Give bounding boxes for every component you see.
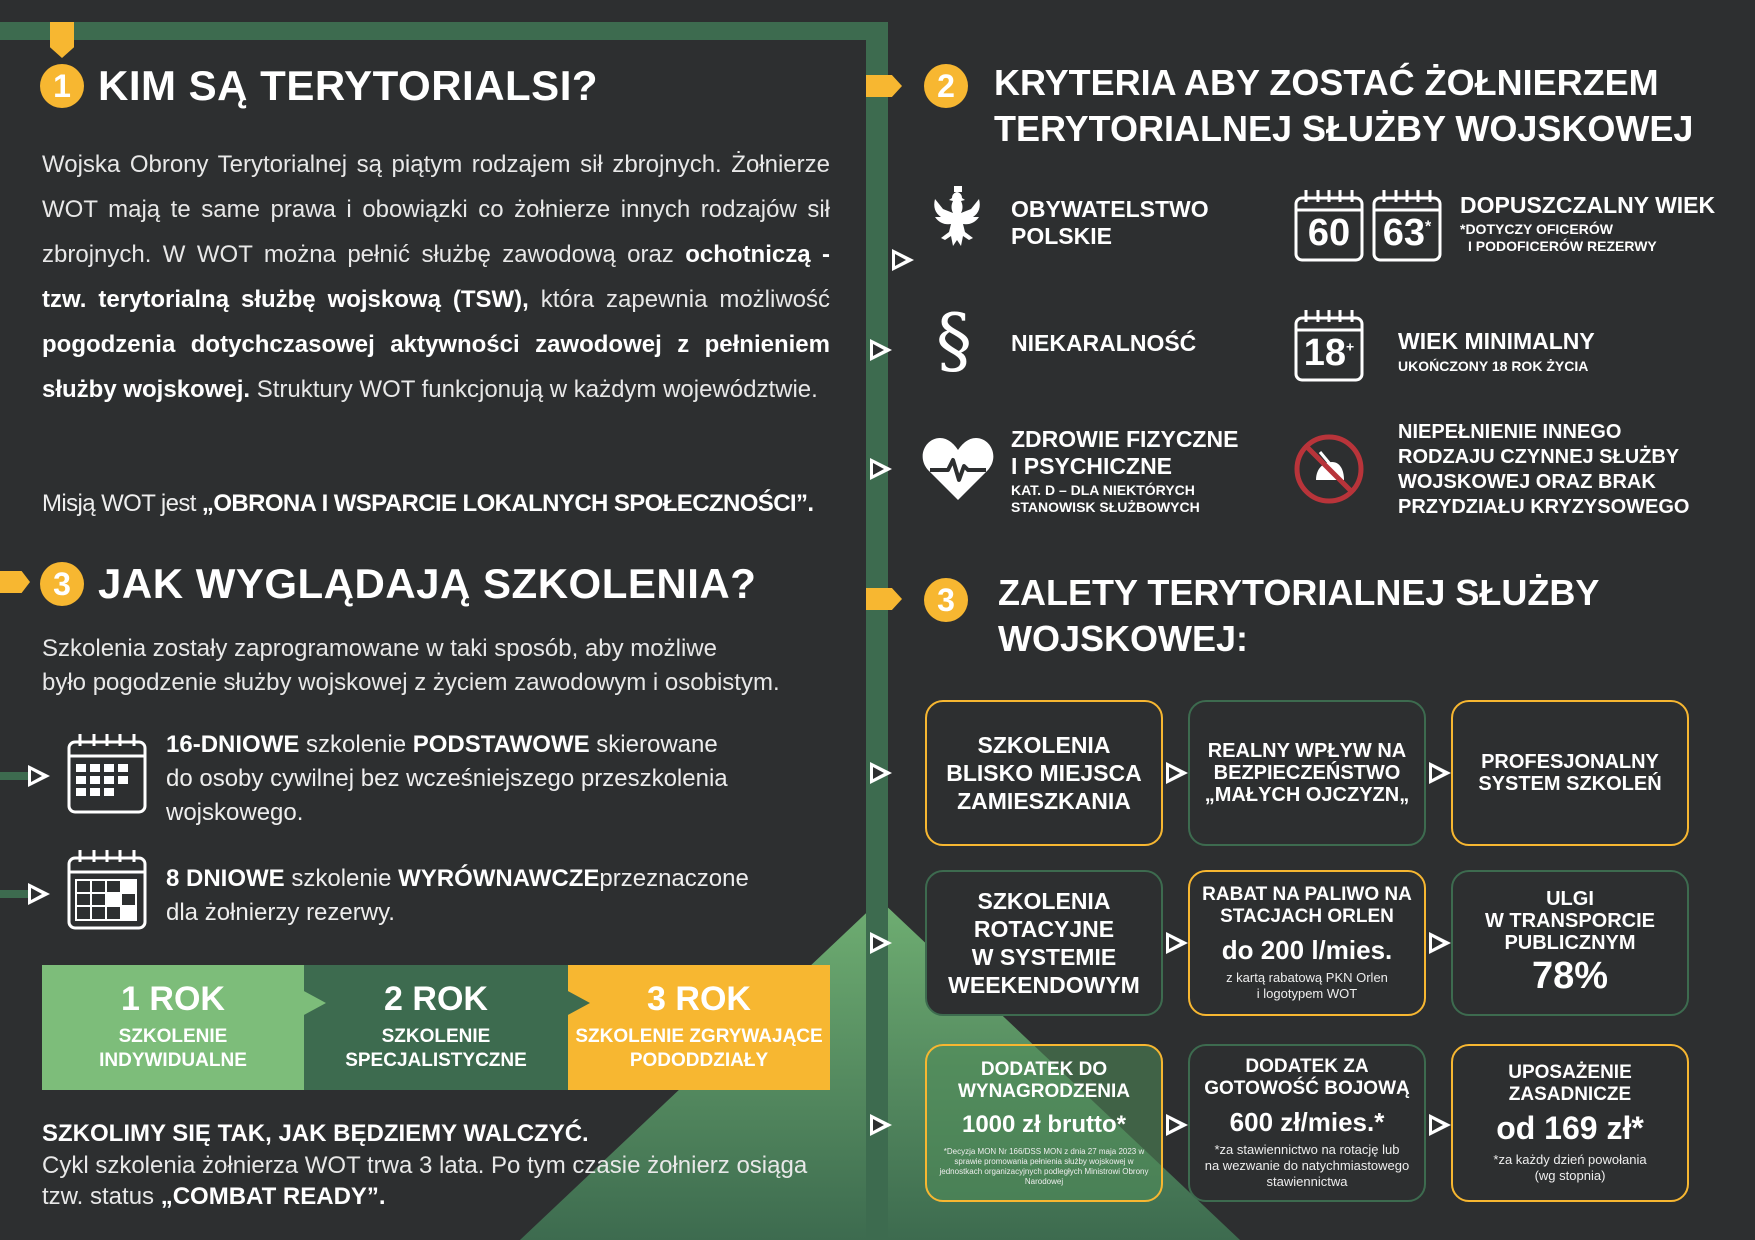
s2-title-l1: KRYTERIA ABY ZOSTAĆ ŻOŁNIERZEM [994, 62, 1659, 103]
year-1-label: 1 ROK [121, 980, 225, 1018]
age-60: 60 [1307, 212, 1351, 254]
age-63-mark: * [1425, 218, 1432, 236]
criterion-health-sub [1011, 482, 1200, 516]
age-63 [1372, 212, 1442, 255]
year-2 [304, 965, 568, 1090]
mission-pre: Misją WOT jest [42, 490, 196, 517]
row3-arrow2 [1166, 1114, 1188, 1136]
benefit-box [1451, 1044, 1689, 1202]
box6-l2: W TRANSPORCIE [1485, 910, 1655, 932]
benefit-box [925, 870, 1163, 1016]
t1-b2: PODSTAWOWE [412, 731, 590, 758]
row1-arrow [870, 762, 892, 784]
t2-m1: szkolenie [284, 865, 399, 892]
cycle-line1: Cykl szkolenia żołnierza WOT trwa 3 lata. Po tym czasie żołnierz osiąga [42, 1152, 808, 1179]
box7-l1: DODATEK DO [980, 1059, 1108, 1080]
year-3 [568, 965, 830, 1090]
box9-l1: UPOSAŻENIE [1508, 1062, 1632, 1083]
age-18-mark: + [1346, 338, 1355, 355]
criteria-arrow3 [870, 458, 892, 480]
box3-l1: PROFESJONALNY [1481, 751, 1659, 773]
box6-huge: 78% [1531, 955, 1609, 997]
box8-n3: stawiennictwa [1266, 1174, 1348, 1189]
box4-l4: WEEKENDOWYM [948, 972, 1140, 998]
t2-l2: dla żołnierzy rezerwy. [166, 899, 395, 926]
section3b-arrow [866, 588, 902, 610]
criterion-record: NIEKARALNOŚĆ [1011, 330, 1197, 356]
year-2-label: 2 ROK [384, 980, 488, 1018]
box9-n1: *za każdy dzień powołania [1493, 1152, 1647, 1167]
t1-m2: skierowane [589, 731, 718, 758]
box8-l1: DODATEK ZA [1245, 1056, 1369, 1077]
health-l1: ZDROWIE FIZYCZNE [1011, 426, 1239, 452]
benefit-box [1451, 870, 1689, 1016]
benefit-box [1188, 870, 1426, 1016]
mission-line [42, 490, 813, 518]
mission-bold: „OBRONA I WSPARCIE LOKALNYCH SPOŁECZNOŚCI”. [201, 490, 814, 517]
box5-big: do 200 l/mies. [1221, 935, 1393, 965]
t2-b2: WYRÓWNAWCZE [398, 865, 600, 892]
top-frame-line [0, 22, 888, 40]
t1-l2: do osoby cywilnej bez wcześniejszego przeszkolenia [166, 765, 728, 792]
row2-arrow2 [1166, 932, 1188, 954]
criteria-arrow1 [892, 249, 914, 271]
health-sub1: KAT. D – DLA NIEKTÓRYCH [1011, 482, 1195, 498]
box2-l2: BEZPIECZEŃSTWO [1213, 762, 1401, 784]
other-l2: RODZAJU CZYNNEJ SŁUŻBY [1398, 446, 1680, 468]
box5-l1: RABAT NA PALIWO NA [1202, 884, 1412, 905]
cycle-text [42, 1150, 807, 1212]
section3a-title: JAK WYGLĄDAJĄ SZKOLENIA? [98, 560, 757, 607]
section1-paragraph [42, 142, 830, 412]
training-reserve [166, 862, 749, 930]
section1-number: 1 [40, 64, 84, 108]
box9-l2: ZASADNICZE [1508, 1084, 1632, 1105]
year-2-sub2: SPECJALISTYCZNE [345, 1050, 527, 1071]
box6-l1: ULGI [1546, 888, 1594, 910]
box3-l2: SYSTEM SZKOLEŃ [1478, 773, 1662, 795]
year-2-sub1: SZKOLENIE [381, 1026, 491, 1047]
age-18-value: 18 [1303, 332, 1347, 374]
box2-l1: REALNY WPŁYW NA [1207, 740, 1407, 762]
citizenship-l1: OBYWATELSTWO [1011, 196, 1209, 222]
s2-title-l2: TERYTORIALNEJ SŁUŻBY WOJSKOWEJ [994, 108, 1694, 149]
box1-l1: SZKOLENIA [977, 732, 1111, 758]
box8-l2: GOTOWOŚĆ BOJOWĄ [1204, 1078, 1410, 1099]
box1-l3: ZAMIESZKANIA [957, 788, 1131, 814]
box5-l2: STACJACH ORLEN [1220, 906, 1394, 927]
box9-huge: od 169 zł* [1496, 1110, 1644, 1146]
section2-number: 2 [924, 64, 968, 108]
row1-arrow2 [1166, 762, 1188, 784]
box4-l2: ROTACYJNE [973, 916, 1115, 942]
box7-big: 1000 zł brutto* [961, 1111, 1127, 1138]
criterion-min-age-sub: UKOŃCZONY 18 ROK ŻYCIA [1398, 358, 1589, 374]
row3-arrow [870, 1114, 892, 1136]
box8-n1: *za stawiennictwo na rotację lub [1214, 1142, 1400, 1157]
t2-m2: przeznaczone [599, 865, 749, 892]
section3a-number: 3 [40, 562, 84, 606]
p1-bold1: ochotniczą - tzw. terytorialną służbę wojskową (TSW), [42, 241, 830, 313]
benefit-box [1451, 700, 1689, 846]
calendar-icon [66, 730, 148, 816]
year-3-sub2: PODODDZIAŁY [629, 1050, 769, 1071]
year-3-label: 3 ROK [647, 980, 751, 1018]
criterion-age: DOPUSZCZALNY WIEK [1460, 192, 1716, 218]
year-3-sub1: SZKOLENIE ZGRYWAJĄCE [575, 1026, 823, 1047]
intro-line1: Szkolenia zostały zaprogramowane w taki sposób, aby możliwe [42, 635, 717, 662]
p1-text: Wojska Obrony Terytorialnej są piątym rodzajem sił zbrojnych. Żołnierze WOT mają te same prawa i obowiązki co żołnierze innych rodzajów sił zbrojnych. W WOT można pełnić służbę zawodową oraz [42, 151, 830, 268]
p1-mid: która zapewnia możliwość [540, 286, 831, 313]
box5-n1: z kartą rabatową PKN Orlen [1226, 970, 1388, 985]
section3a-arrow [0, 571, 30, 593]
section1-title: KIM SĄ TERYTORIALSI? [98, 62, 599, 109]
box8-n2: na wezwanie do natychmiastowego [1204, 1158, 1410, 1173]
t1-m1: szkolenie [299, 731, 413, 758]
cycle-line2: tzw. status [42, 1183, 161, 1210]
intro-line2: było pogodzenie służby wojskowej z życiem zawodowym i osobistym. [42, 669, 780, 696]
box8-big: 600 zł/mies.* [1229, 1107, 1385, 1137]
age-18 [1294, 332, 1364, 375]
age-63-value: 63 [1382, 212, 1426, 254]
section2-title [994, 60, 1693, 152]
p1-end: Struktury WOT funkcjonują w każdym województwie. [256, 376, 818, 403]
criterion-other-service [1398, 420, 1689, 520]
row1-arrow3 [1429, 762, 1451, 784]
box1-l2: BLISKO MIEJSCA [946, 760, 1142, 786]
box9-n2: (wg stopnia) [1534, 1168, 1606, 1183]
benefit-box [925, 700, 1163, 846]
connector-arrow2 [28, 883, 50, 905]
section3b-title [998, 570, 1599, 662]
benefit-box [1188, 1044, 1426, 1202]
section3a-intro [42, 632, 780, 700]
heart-icon [922, 436, 994, 502]
criterion-age-sub [1460, 221, 1657, 255]
health-l2: I PSYCHICZNE [1011, 453, 1173, 479]
no-helmet-icon [1294, 434, 1364, 504]
box4-l1: SZKOLENIA [977, 888, 1111, 914]
t1-b1: 16-DNIOWE [166, 731, 300, 758]
section3b-number: 3 [924, 578, 968, 622]
connector-arrow1 [28, 765, 50, 787]
box4-l3: W SYSTEMIE [971, 944, 1117, 970]
other-l3: WOJSKOWEJ ORAZ BRAK [1398, 471, 1656, 493]
age-sub1: *DOTYCZY OFICERÓW [1460, 221, 1613, 237]
health-sub2: STANOWISK SŁUŻBOWYCH [1011, 499, 1200, 515]
benefit-box [925, 1044, 1163, 1202]
other-l4: PRZYDZIAŁU KRYZYSOWEGO [1398, 496, 1690, 518]
section2-arrow [866, 75, 902, 97]
criteria-arrow2 [870, 339, 892, 361]
row2-arrow [870, 932, 892, 954]
row2-arrow3 [1429, 932, 1451, 954]
other-l1: NIEPEŁNIENIE INNEGO [1398, 421, 1622, 443]
box2-l3: „MAŁYCH OJCZYZN„ [1204, 784, 1410, 806]
p1-bold2: pogodzenia dotychczasowej aktywności zawodowej z pełnieniem służby wojskowej. [42, 331, 830, 403]
cycle-bold: „COMBAT READY”. [160, 1183, 386, 1210]
connector-line2 [0, 890, 30, 898]
benefit-box [1188, 700, 1426, 846]
t2-b1: 8 DNIOWE [166, 865, 285, 892]
criterion-citizenship [1011, 196, 1209, 250]
criterion-min-age: WIEK MINIMALNY [1398, 328, 1595, 354]
motto: SZKOLIMY SIĘ TAK, JAK BĘDZIEMY WALCZYĆ. [42, 1120, 589, 1147]
connector-line1 [0, 772, 30, 780]
box7-tiny: *Decyzja MON Nr 166/DSS MON z dnia 27 maja 2023 w sprawie promowania pełnienia służby wojskowej w jednostkach organizacyjnych podległych Ministrowi Obrony Narodowej [939, 1147, 1149, 1186]
eagle-icon [922, 186, 994, 262]
box6-l3: PUBLICZNYM [1504, 932, 1636, 954]
year-1-sub1: SZKOLENIE [118, 1026, 228, 1047]
year-1-sub2: INDYWIDUALNE [99, 1050, 247, 1071]
training-basic [166, 728, 728, 830]
age-sub2: I PODOFICERÓW REZERWY [1468, 238, 1657, 254]
s3b-title-l2: WOJSKOWEJ: [998, 618, 1249, 659]
year-1 [42, 965, 304, 1090]
t1-l3: wojskowego. [166, 799, 304, 826]
s3b-title-l1: ZALETY TERYTORIALNEJ SŁUŻBY [998, 572, 1600, 613]
paragraph-icon: § [936, 298, 972, 382]
citizenship-l2: POLSKIE [1011, 223, 1112, 249]
box5-n2: i logotypem WOT [1256, 986, 1358, 1001]
top-bookmark [50, 22, 74, 58]
box7-l2: WYNAGRODZENIA [957, 1081, 1131, 1102]
row3-arrow3 [1429, 1114, 1451, 1136]
criterion-health [1011, 426, 1238, 480]
calendar-icon [66, 846, 148, 932]
